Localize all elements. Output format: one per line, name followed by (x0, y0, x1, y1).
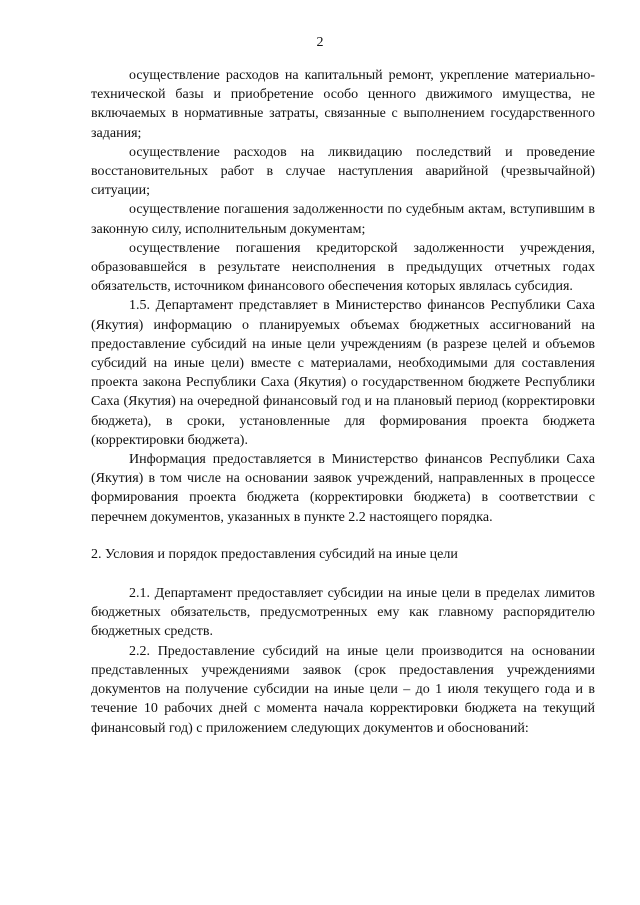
paragraph-2-2: 2.2. Предоставление субсидий на иные цели производится на основании представленных учреждениями заявок (срок предоставления учреждениями документов на получение субсидии на иные цели – до 1 июля текущего года и в течение 10 рабочих дней с момента начала корректировки бюджета на текущий финансовый год) с приложением следующих документов и обоснований: (91, 643, 595, 736)
paragraph-court-debt: осуществление погашения задолженности по судебным актам, вступившим в законную силу, исполнительным документам; (91, 202, 595, 237)
paragraph-1-5: 1.5. Департамент представляет в Министерство финансов Республики Саха (Якутия) информацию о планируемых объемах бюджетных ассигнований на предоставление субсидий на иные цели учреждениям (в разрезе целей и объемов субсидий на иные цели) вместе с материалами, необходимыми для составления проекта закона Республики Саха (Якутия) о государственном бюджете Республики Саха (Якутия) на очередной финансовый год и на плановый период (корректировки бюджета), в сроки, установленные для формирования проекта бюджета (корректировки бюджета). (91, 298, 595, 448)
paragraph-capital-repair: осуществление расходов на капитальный ремонт, укрепление материально-технической базы и приобретение особо ценного движимого имущества, не включаемых в нормативные затраты, связанные с выполнением государственного задания; (91, 68, 595, 141)
paragraph-information: Информация предоставляется в Министерство финансов Республики Саха (Якутия) в том числе на основании заявок учреждений, направленных в процессе формирования проекта бюджета (корректировки бюджета) в соответствии с перечнем документов, указанных в пункте 2.2 настоящего порядка. (91, 452, 595, 525)
paragraph-creditor-debt: осуществление погашения кредиторской задолженности учреждения, образовавшейся в результате неисполнения в предыдущих отчетных годах обязательств, источником финансового обеспечения которых являлась субсидия. (91, 240, 595, 295)
paragraph-2-1: 2.1. Департамент предоставляет субсидии на иные цели в пределах лимитов бюджетных обязательств, предусмотренных ему как главному распорядителю бюджетных средств. (91, 586, 595, 640)
paragraph-emergency-liquidation: осуществление расходов на ликвидацию последствий и проведение восстановительных работ в случае наступления аварийной (чрезвычайной) ситуации; (91, 144, 595, 199)
page-number: 2 (316, 35, 324, 50)
section-heading: 2. Условия и порядок предоставления субсидий на иные цели (91, 546, 458, 562)
document-body (91, 66, 595, 738)
